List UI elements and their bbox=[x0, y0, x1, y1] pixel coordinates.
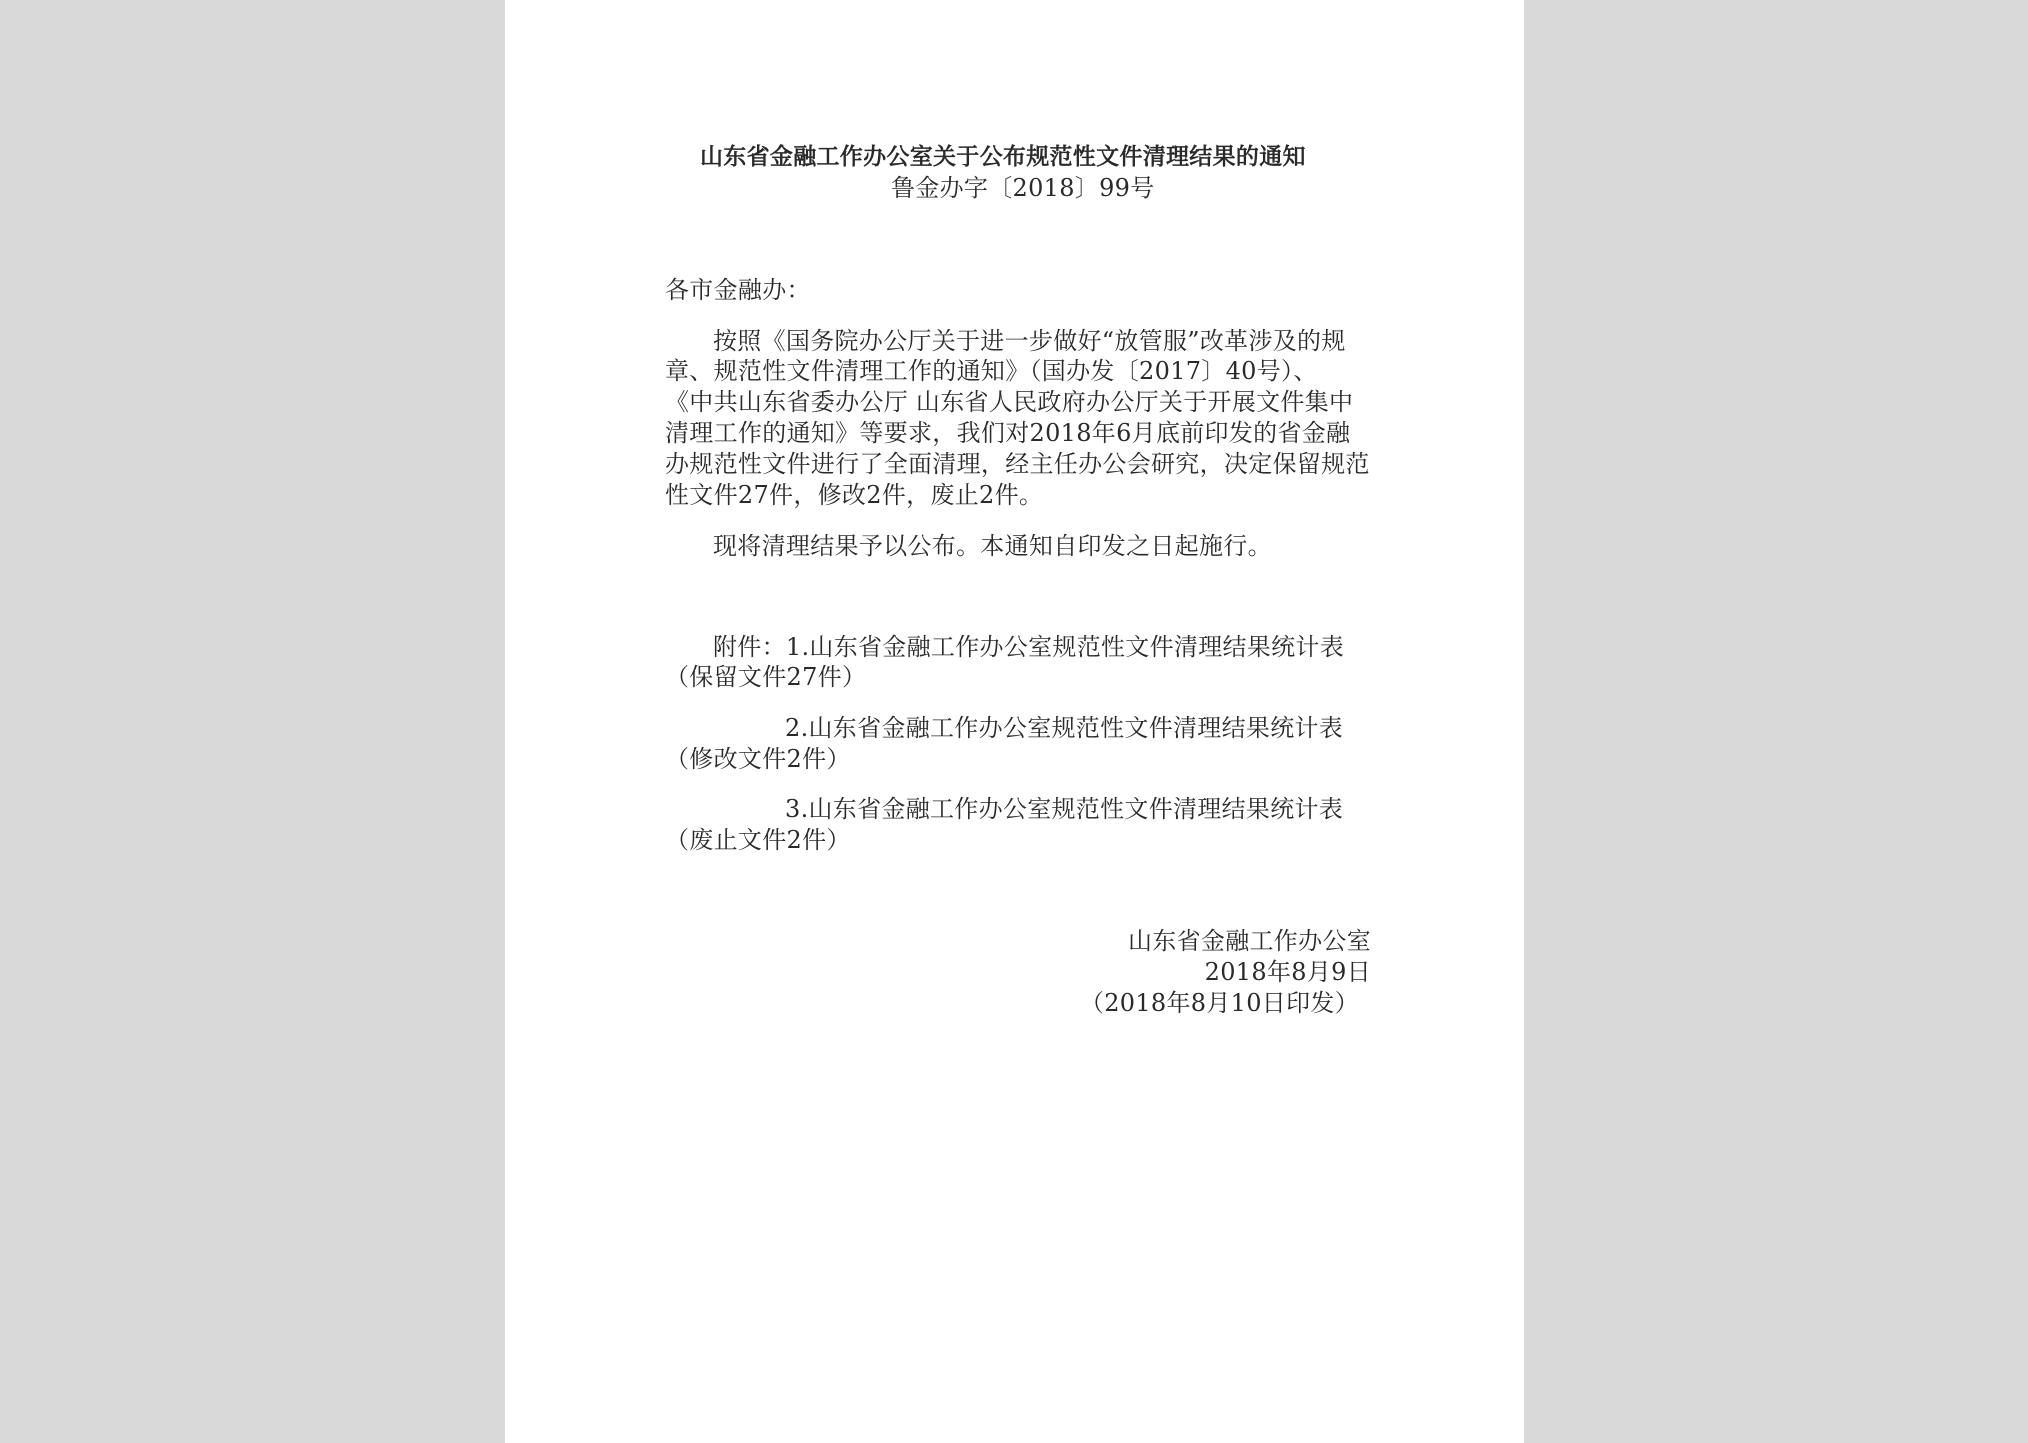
paragraph-line: 办规范性文件进行了全面清理，经主任办公会研究，决定保留规范 bbox=[665, 450, 1370, 478]
attachment-3-note: （废止文件2件） bbox=[665, 826, 851, 854]
print-date: （2018年8月10日印发） bbox=[1079, 989, 1359, 1017]
body-paragraph-2: 现将清理结果予以公布。本通知自印发之日起施行。 bbox=[713, 532, 1272, 560]
attachment-3-title: 3.山东省金融工作办公室规范性文件清理结果统计表 bbox=[785, 795, 1344, 823]
salutation: 各市金融办： bbox=[665, 276, 811, 304]
attachment-1-note: （保留文件27件） bbox=[665, 663, 867, 691]
document-title: 山东省金融工作办公室关于公布规范性文件清理结果的通知 bbox=[700, 143, 1306, 170]
paragraph-line: 性文件27件，修改2件，废止2件。 bbox=[665, 481, 1044, 509]
paragraph-line: 清理工作的通知》等要求，我们对2018年6月底前印发的省金融 bbox=[665, 419, 1351, 447]
issue-date: 2018年8月9日 bbox=[1204, 958, 1371, 986]
issuer-name: 山东省金融工作办公室 bbox=[1128, 927, 1371, 955]
paragraph-line: 按照《国务院办公厅关于进一步做好“放管服”改革涉及的规 bbox=[713, 327, 1346, 355]
attachment-1-title: 附件：1.山东省金融工作办公室规范性文件清理结果统计表 bbox=[713, 633, 1344, 661]
attachment-2-title: 2.山东省金融工作办公室规范性文件清理结果统计表 bbox=[785, 714, 1344, 742]
document-page bbox=[505, 0, 1524, 1443]
document-number: 鲁金办字〔2018〕99号 bbox=[891, 174, 1155, 202]
paragraph-line: 《中共山东省委办公厅 山东省人民政府办公厅关于开展文件集中 bbox=[665, 388, 1354, 416]
paragraph-line: 章、规范性文件清理工作的通知》（国办发〔2017〕40号）、 bbox=[665, 357, 1318, 385]
attachment-2-note: （修改文件2件） bbox=[665, 745, 851, 773]
